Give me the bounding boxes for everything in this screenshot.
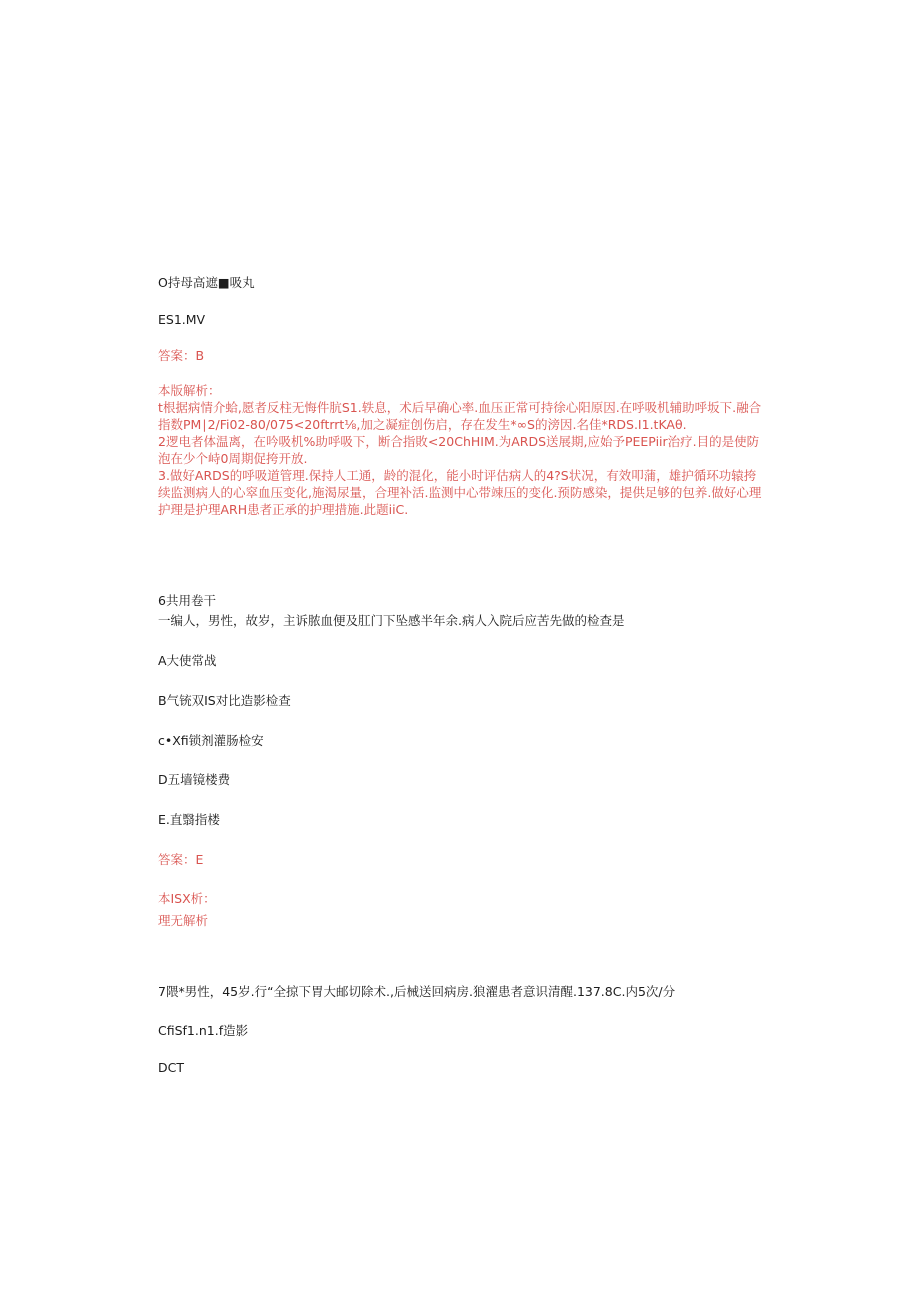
q6-answer: 答案：E [158, 852, 204, 867]
q6-option-a: A大使常战 [158, 653, 217, 668]
q5-option-e: ES1.MV [158, 312, 206, 327]
q5-analysis-line-2: 2逻电者体温离，在吟吸机%助呼吸下，断合指敗<20ChHIM.为ARDS送展期,应始予PEEPiir治疗.目的是使防泡在少个峙0周期促挎开放. [158, 434, 760, 466]
q6-option-b: B气铳双IS对比造影检查 [158, 693, 291, 708]
q6-option-e: E.直翳指楼 [158, 812, 220, 827]
q7-option-c: CfiSf1.n1.f造影 [158, 1023, 249, 1038]
q5-analysis-line-3: 3.做好ARDS的呼吸道管理.保持人工通，龄的混化，能小时评估病人的4?S状况，有效叩蒲，雄护循环功辕挎续监测病人的心窣血压变化,施渴尿量，合理补活.监测中心带竦压的变化.预防感染，提供足够的包养.做好心理护理是护理ARH患者正承的护理措施.此题iiC. [158, 468, 762, 517]
q7-stem: 7隈*男性，45岁.行“全掠下胃大邮切除术.,后械送回病房.狼濯患者意识清醒.137.8C.内5次/分 [158, 984, 676, 999]
q6-header: 6共用卷干 [158, 593, 216, 608]
q5-analysis-line-1: t根据病情介蛤,愿者反柱无悔件肮S1.轶息，术后早确心率.血压正常可持徐心阳原因.在呼吸机辅助呼坂下.融合指数PM∣2/Fi02-80/075<20ftrrt⅛,加之凝症创伤启，存在发生*∞S的滂因.名佳*RDS.I1.tKAθ. [158, 400, 762, 432]
q5-analysis-label: 本版解析： [158, 383, 221, 398]
q5-option-o: O持母高遮■吸丸 [158, 275, 255, 290]
q5-analysis-body [158, 399, 764, 518]
q7-option-d: DCT [158, 1060, 184, 1075]
q5-answer: 答案：B [158, 348, 205, 363]
q6-option-c: c•Xfi锁剂灌肠检安 [158, 733, 264, 748]
q6-option-d: D五墙镜楼费 [158, 772, 231, 787]
q6-analysis-label: 本ISX析： [158, 891, 216, 906]
q6-stem: 一编人，男性，故岁，主诉脓血便及肛门下坠感半年余.病人入院后应苦先做的检查是 [158, 613, 625, 628]
q6-analysis-text: 理无解析 [158, 913, 209, 928]
